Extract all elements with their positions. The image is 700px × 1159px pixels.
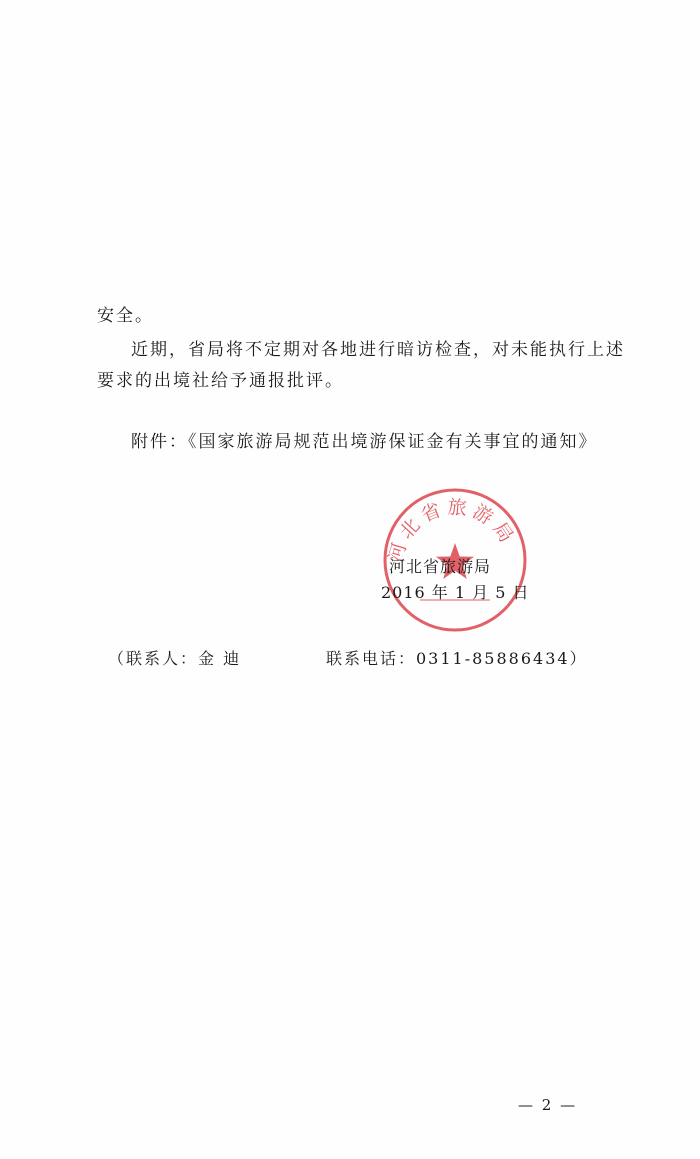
paragraph-line: 安全。 <box>97 306 154 326</box>
issue-date: 2016 年 1 月 5 日 <box>381 583 530 602</box>
paragraph-line: 要求的出境社给予通报批评。 <box>97 371 344 391</box>
attachment-line: 附件：《国家旅游局规范出境游保证金有关事宜的通知》 <box>131 432 598 452</box>
issuer-name: 河北省旅游局 <box>389 557 492 576</box>
paragraph-line: 近期，省局将不定期对各地进行暗访检查，对未能执行上述 <box>131 340 625 360</box>
contact-phone: 联系电话：0311-85886434） <box>326 649 588 668</box>
page-number: — 2 — <box>518 1096 578 1114</box>
svg-text:河北省旅游局: 河北省旅游局 <box>384 496 521 565</box>
contact-person: （联系人：金 迪 <box>108 649 242 668</box>
